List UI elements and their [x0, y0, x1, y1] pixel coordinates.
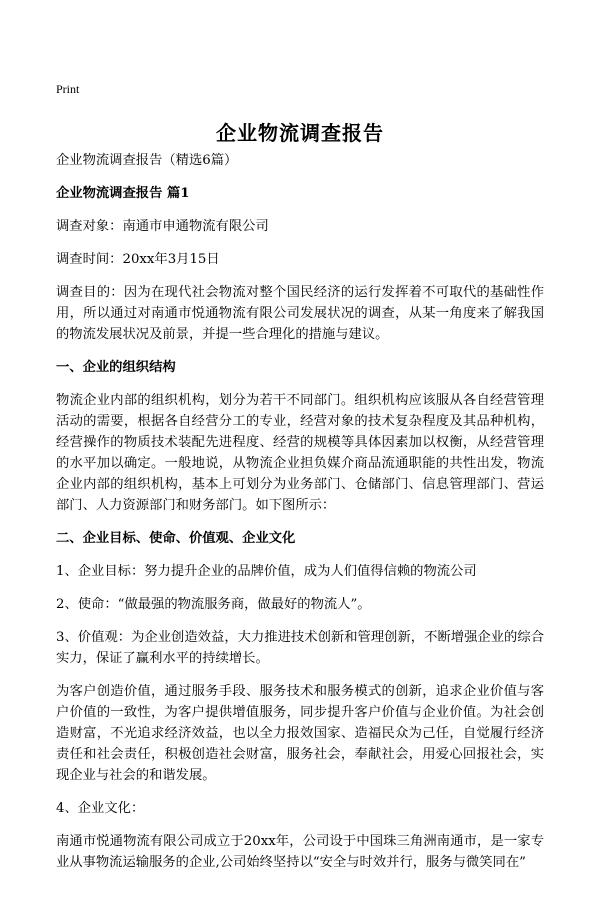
survey-object: 调查对象：南通市申通物流有限公司 [56, 219, 269, 234]
list-item-values: 3、价值观：为企业创造效益，大力推进技术创新和管理创新，不断增强企业的综合实力，保证了赢利水平的持续增长。 [56, 630, 544, 666]
document-body [56, 150, 544, 883]
section-body-organization: 物流企业内部的组织机构，划分为若干不同部门。组织机构应该服从各自经营管理活动的需要，根据各自经营分工的专业，经营对象的技术复杂程度及其品种机构，经营操作的物质技术装配先进程度、经营的规模等具体因素加以权衡，从经营管理的水平加以确定。一般地说，从物流企业担负媒介商品流通职能的共性出发，物流企业内部的组织机构，基本上可划分为业务部门、仓储部门、信息管理部门、营运部门、人力资源部门和财务部门。如下图所示： [56, 393, 544, 513]
section-heading-organization: 一、企业的组织结构 [56, 360, 176, 375]
survey-purpose: 调查目的：因为在现代社会物流对整个国民经济的运行发挥着不可取代的基础性作用，所以通过对南通市悦通物流有限公司发展状况的调查，从某一角度来了解我国的物流发展状况及前景，并提一些合理化的措施与建议。 [56, 285, 544, 342]
print-label: Print [56, 82, 80, 96]
survey-time: 调查时间：20xx年3月15日 [56, 252, 220, 267]
list-item-goal: 1、企业目标：努力提升企业的品牌价值，成为人们值得信赖的物流公司 [56, 564, 477, 579]
list-item-mission: 2、使命：“做最强的物流服务商，做最好的物流人”。 [56, 597, 371, 612]
article-heading: 企业物流调查报告 篇1 [56, 186, 190, 201]
document-title: 企业物流调查报告 [216, 121, 384, 145]
culture-body: 南通市悦通物流有限公司成立于20xx年，公司设于中国珠三角洲南通市，是一家专业从事物流运输服务的企业,公司始终坚持以“安全与时效并行，服务与微笑同在” [56, 834, 544, 870]
document-subtitle: 企业物流调查报告（精选6篇） [56, 153, 238, 168]
values-body: 为客户创造价值，通过服务手段、服务技术和服务模式的创新，追求企业价值与客户价值的一致性，为客户提供增值服务，同步提升客户价值与企业价值。为社会创造财富，不光追求经济效益，也以全力报效国家、造福民众为己任，自觉履行经济责任和社会责任，积极创造社会财富，服务社会，奉献社会，用爱心回报社会，实现企业与社会的和谐发展。 [56, 684, 544, 783]
list-item-culture: 4、企业文化： [56, 801, 145, 816]
section-heading-goals: 二、企业目标、使命、价值观、企业文化 [56, 531, 296, 546]
